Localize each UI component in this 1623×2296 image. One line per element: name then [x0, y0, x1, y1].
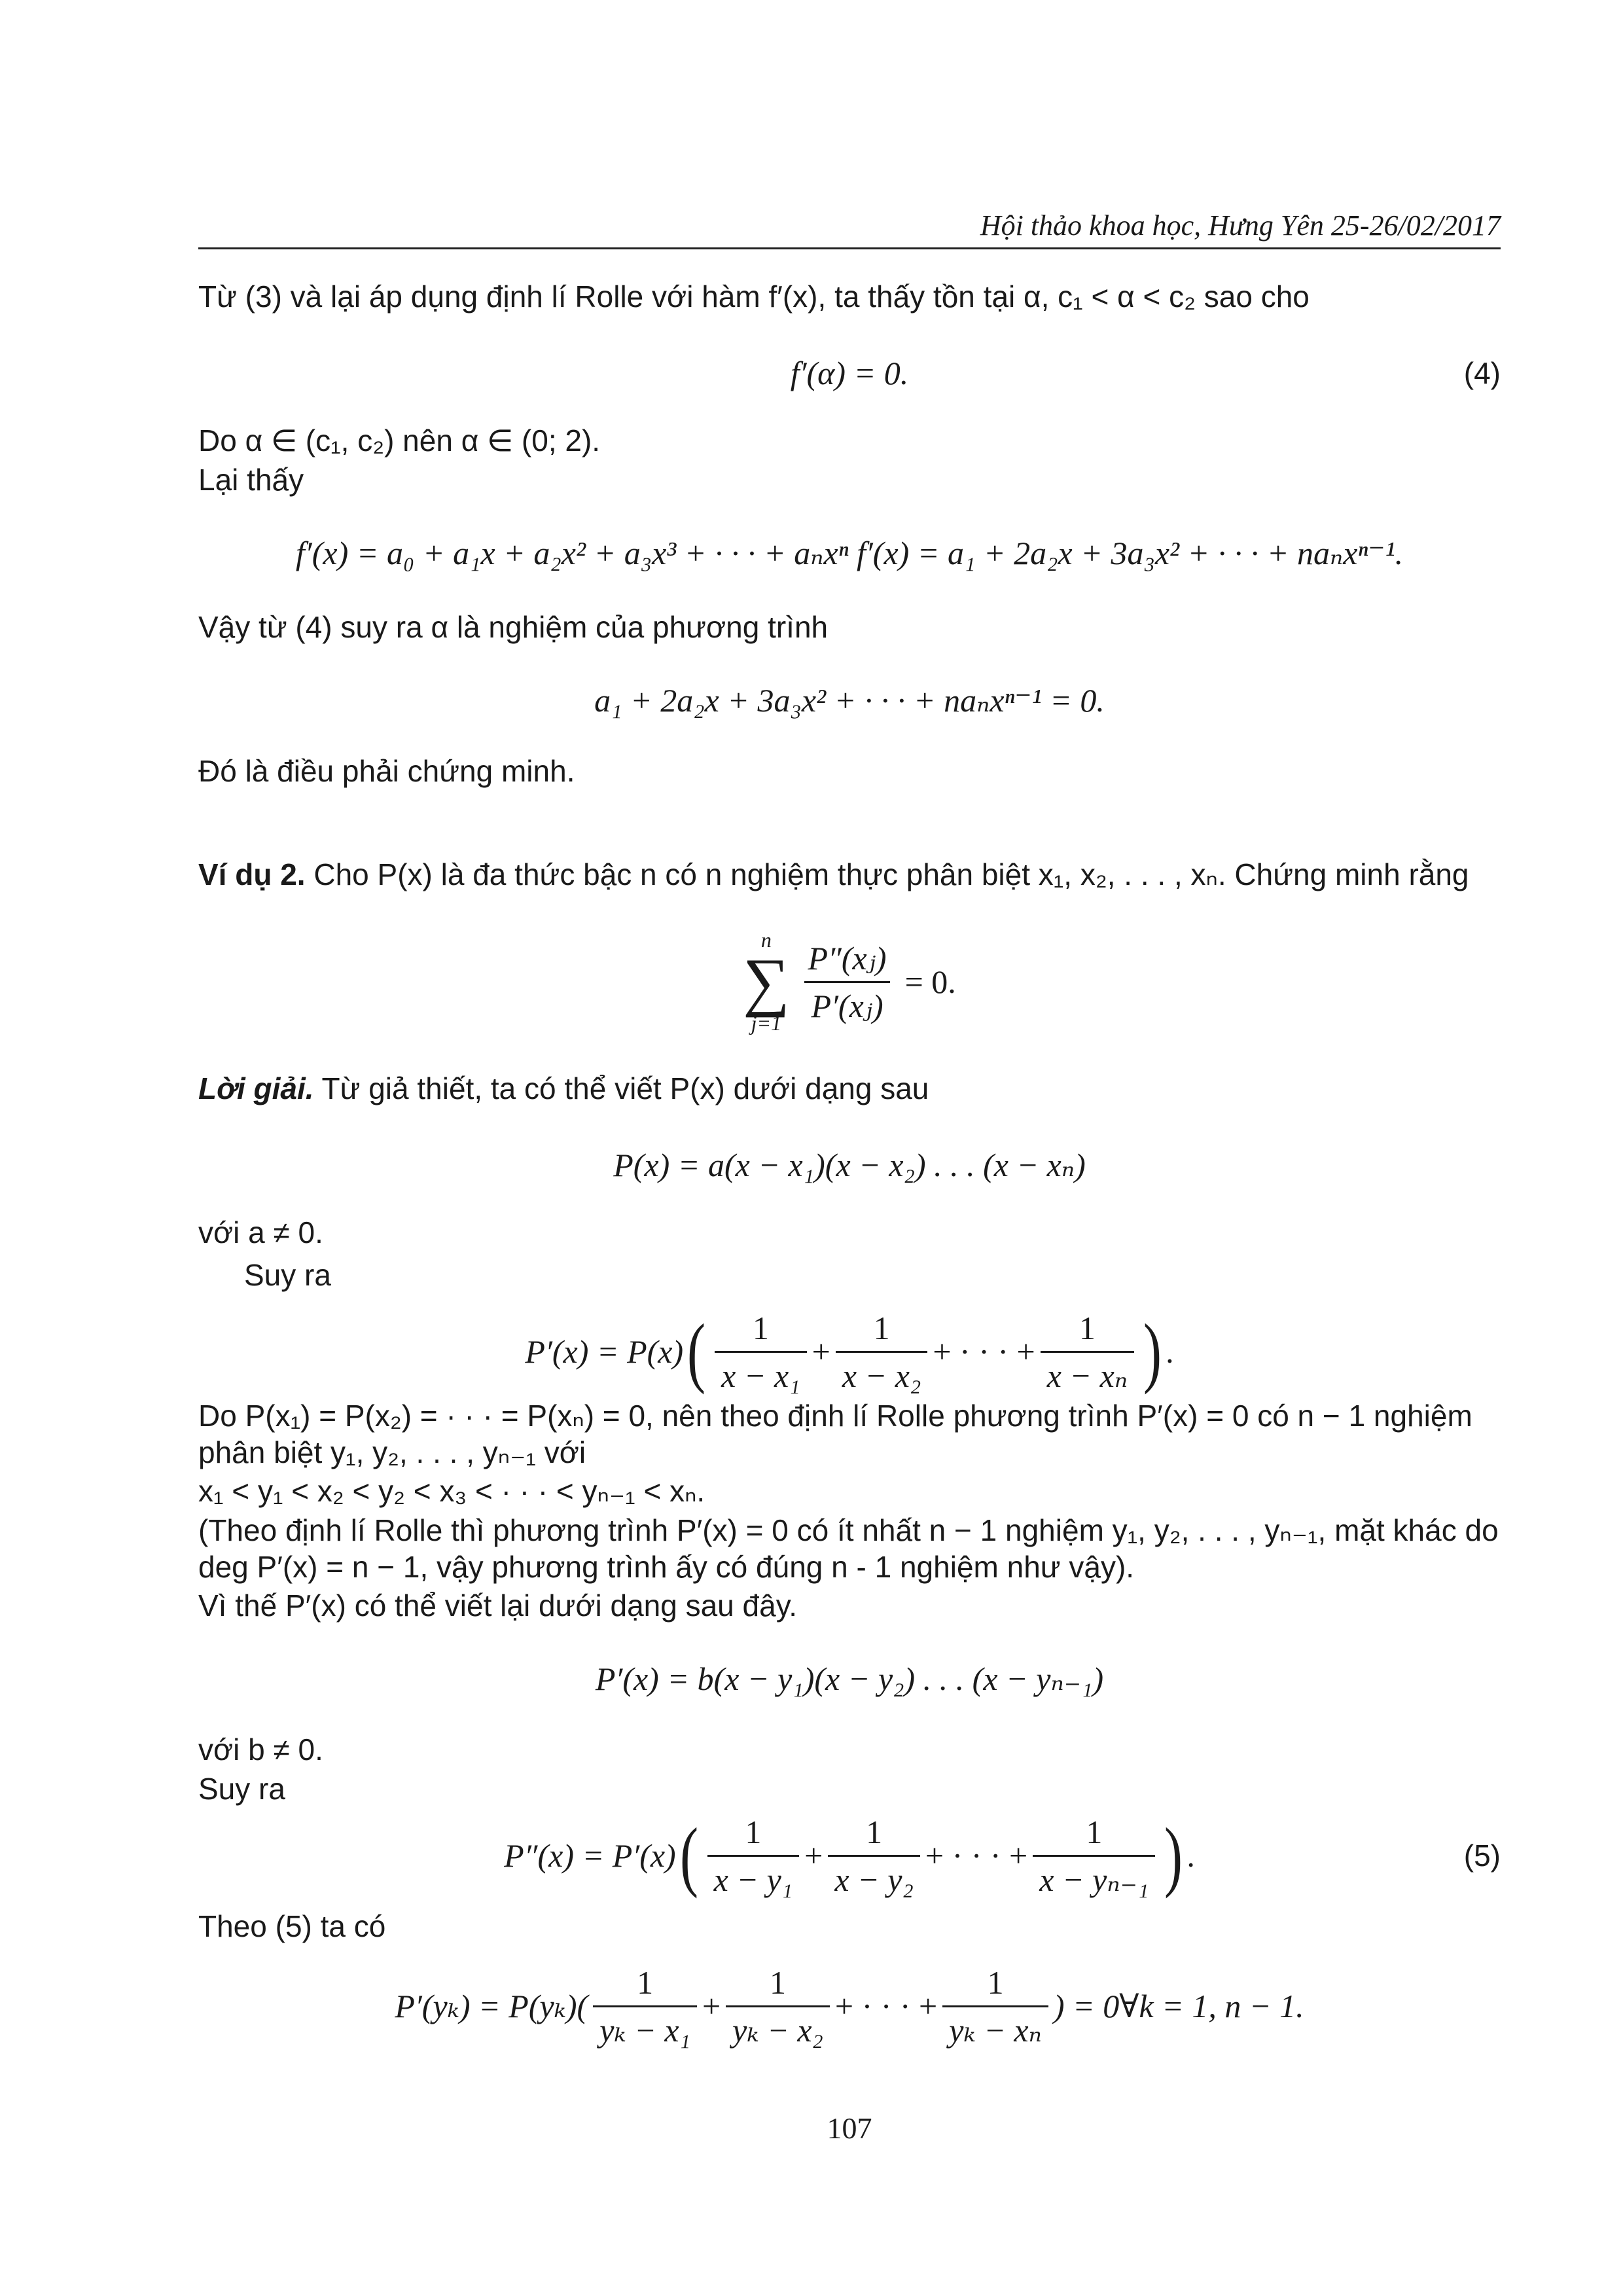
paragraph-a-nonzero: với a ≠ 0.	[198, 1215, 323, 1249]
sum-symbol	[743, 928, 789, 1035]
period: .	[1186, 1837, 1195, 1874]
plus-sign: +	[812, 1333, 830, 1370]
eq5-term-1: $\frac{1}{\text{x − y₁}}$	[707, 1813, 800, 1899]
equation-fprime	[198, 524, 1501, 583]
solution-text: Từ giả thiết, ta có thể viết P(x) dưới dạng sau	[321, 1071, 929, 1105]
right-paren-icon: )	[1164, 1812, 1183, 1899]
dots-plus: + · · · +	[933, 1333, 1035, 1370]
eq5-term-2: $\frac{1}{\text{x − y₂}}$	[828, 1813, 920, 1899]
left-paren-icon: (	[679, 1812, 698, 1899]
equation-5-lhs: P″(x) = P′(x)	[504, 1837, 676, 1874]
sum-fraction	[802, 939, 893, 1025]
equation-px-body: P(x) = a(x − x₁)(x − x₂) . . . (x − xₙ)	[613, 1147, 1086, 1183]
equation-4-body: f′(α) = 0.	[790, 355, 909, 391]
paragraph-lai-thay: Lại thấy	[198, 463, 304, 497]
solution-intro	[198, 1070, 1501, 1107]
paragraph-suy-ra-2: Suy ra	[198, 1772, 285, 1806]
paragraph-suy-ra-1: Suy ra	[244, 1258, 331, 1292]
pprime-term-2: $\frac{1}{\text{x − x₂}}$	[836, 1309, 928, 1395]
equation-px	[198, 1136, 1501, 1194]
running-header: Hội thảo khoa học, Hưng Yên 25-26/02/2017	[980, 209, 1501, 242]
paragraph-b-nonzero: với b ≠ 0.	[198, 1732, 323, 1767]
paragraph-theo-5: Theo (5) ta có	[198, 1909, 386, 1943]
sum-lower-limit: j=1	[751, 1011, 782, 1035]
plus-sign: +	[804, 1837, 823, 1874]
equation-last	[198, 1957, 1501, 2055]
equation-fprime-body: f′(x) = a₀ + a₁x + a₂x² + a₃x³ + · · · + aₙxⁿ f′(x) = a₁ + 2a₂x + 3a₃x² + · · · + naₙxⁿ⁻¹.	[295, 535, 1404, 571]
equation-pprime2-body: P′(x) = b(x − y₁)(x − y₂) . . . (x − yₙ₋₁)	[595, 1660, 1104, 1697]
equation-poly-body: a₁ + 2a₂x + 3a₃x² + · · · + naₙxⁿ⁻¹ = 0.	[594, 682, 1105, 719]
paragraph-alpha-range: Do α ∈ (c₁, c₂) nên α ∈ (0; 2).	[198, 423, 601, 457]
dots-plus: + · · · +	[925, 1837, 1028, 1874]
right-paren-icon: )	[1143, 1308, 1162, 1395]
left-paren-icon: (	[687, 1308, 706, 1395]
page-number: 107	[827, 2111, 872, 2145]
paragraph-qed: Đó là điều phải chứng minh.	[198, 754, 575, 788]
example-2-label: Ví dụ 2.	[198, 857, 306, 891]
equation-pprime2	[198, 1649, 1501, 1708]
equation-pprime	[198, 1302, 1501, 1401]
equation-5-number: (5)	[1463, 1839, 1501, 1873]
equation-last-rhs: ) = 0∀k = 1, n − 1.	[1053, 1988, 1304, 2024]
eq5-term-n: $\frac{1}{\text{x − yₙ₋₁}}$	[1033, 1813, 1155, 1899]
example-2	[198, 856, 1501, 893]
paragraph-rolle: Từ (3) và lại áp dụng định lí Rolle với hàm f′(x), ta thấy tồn tại α, c₁ < α < c₂ sao cho	[198, 279, 1310, 314]
period: .	[1166, 1333, 1174, 1370]
paragraph-vay-tu: Vậy từ (4) suy ra α là nghiệm của phương trình	[198, 610, 829, 644]
last-term-n: $\frac{1}{\text{yₖ − xₙ}}$	[942, 1964, 1048, 2049]
paragraph-vi-the: Vì thế P′(x) có thể viết lại dưới dạng sau đây.	[198, 1588, 798, 1623]
sum-fraction-numerator: P″(xⱼ)	[808, 939, 887, 977]
pprime-term-1: $\frac{1}{\text{x − x₁}}$	[715, 1309, 807, 1395]
pprime-term-n: $\frac{1}{\text{x − xₙ}}$	[1041, 1309, 1134, 1395]
paragraph-interlace: x₁ < y₁ < x₂ < y₂ < x₃ < · · · < yₙ₋₁ < xₙ.	[198, 1474, 705, 1508]
equation-4-number: (4)	[1463, 356, 1501, 390]
equation-sum	[198, 923, 1501, 1041]
sigma-icon: ∑	[743, 945, 790, 1018]
last-term-1: $\frac{1}{\text{yₖ − x₁}}$	[593, 1964, 697, 2049]
equation-poly	[198, 671, 1501, 730]
sum-fraction-denominator: P′(xⱼ)	[804, 981, 889, 1025]
solution-label: Lời giải.	[198, 1071, 314, 1105]
last-term-2: $\frac{1}{\text{yₖ − x₂}}$	[726, 1964, 830, 2049]
example-2-text: Cho P(x) là đa thức bậc n có n nghiệm thực phân biệt x₁, x₂, . . . , xₙ. Chứng minh rằng	[313, 857, 1469, 891]
equation-4	[198, 344, 1501, 403]
equation-pprime-lhs: P′(x) = P(x)	[525, 1333, 684, 1370]
sum-rhs: = 0.	[904, 963, 956, 1000]
paragraph-rolle-roots: Do P(x₁) = P(x₂) = · · · = P(xₙ) = 0, nên theo định lí Rolle phương trình P′(x) = 0 có n − 1 nghiệm phân biệt y₁, y₂, . . . , yₙ₋₁ với	[198, 1399, 1472, 1469]
sum-upper-limit: n	[760, 928, 772, 952]
plus-sign: +	[702, 1988, 721, 2024]
dots-plus: + · · · +	[834, 1988, 938, 2024]
equation-5	[198, 1806, 1501, 1905]
paragraph-theo-rolle: (Theo định lí Rolle thì phương trình P′(x) = 0 có ít nhất n − 1 nghiệm y₁, y₂, . . . , yₙ₋₁, mặt khác do deg P′(x) = n − 1, vậy phương trình ấy có đúng n - 1 nghiệm như vậy).	[198, 1513, 1499, 1584]
header-rule	[198, 247, 1501, 249]
equation-last-lhs: P′(yₖ) = P(yₖ)(	[395, 1988, 588, 2024]
